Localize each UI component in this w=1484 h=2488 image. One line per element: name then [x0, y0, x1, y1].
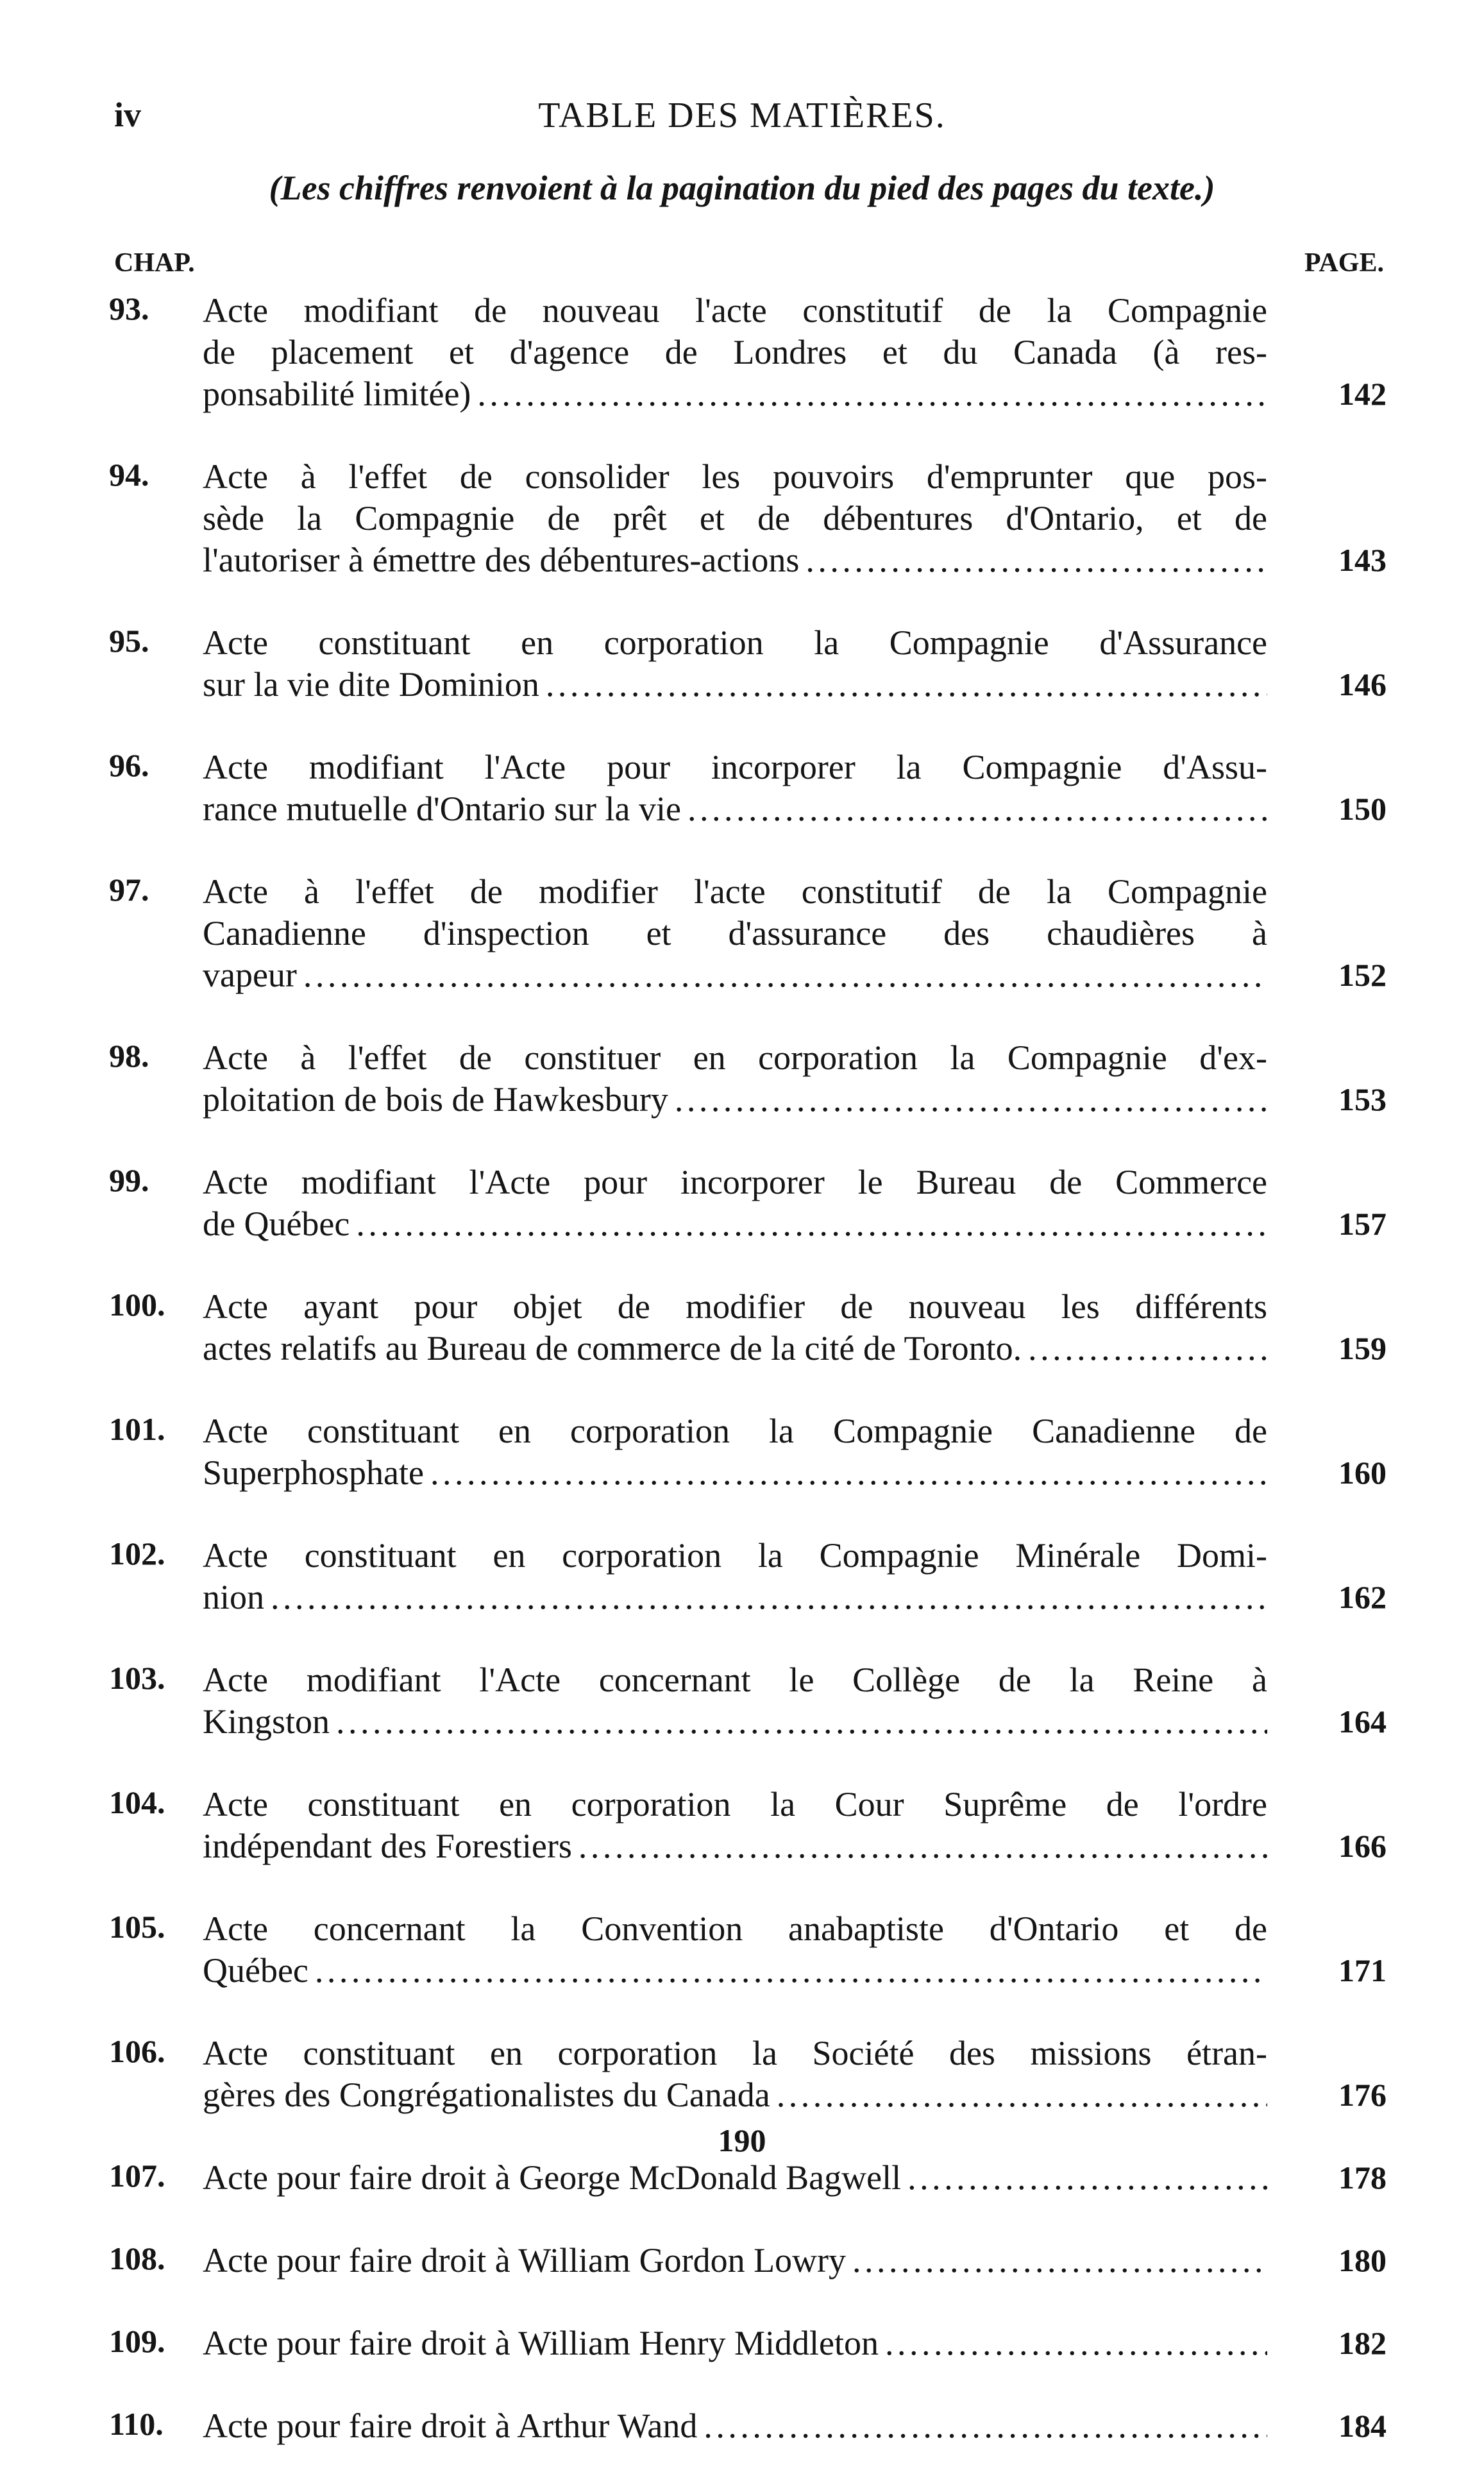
entry-text — [203, 1162, 1267, 1245]
chapter-number: 96. — [109, 747, 149, 783]
entry-line: Superphosphate — [203, 1453, 424, 1492]
entry-line: sur la vie dite Dominion — [203, 665, 539, 704]
toc-entry — [0, 2323, 1484, 2364]
entry-text — [203, 747, 1267, 830]
entry-line: actes relatifs au Bureau de commerce de la cité de Toronto. — [203, 1329, 1022, 1367]
entry-line: Kingston — [203, 1702, 330, 1741]
toc-entry — [0, 2033, 1484, 2116]
dot-leader — [271, 1577, 1267, 1618]
entry-line: ponsabilité limitée) — [203, 375, 471, 413]
dot-leader — [336, 1701, 1267, 1743]
entry-text — [203, 456, 1267, 581]
chapter-number: 104. — [109, 1784, 165, 1820]
entry-text — [203, 1037, 1267, 1121]
entry-text — [203, 2323, 1267, 2364]
page-reference: 143 — [1338, 542, 1387, 578]
chapter-number: 103. — [109, 1660, 165, 1696]
entry-line: Canadienne d'inspection et d'assurance des chaudières à — [203, 914, 1267, 952]
page-reference: 184 — [1338, 2408, 1387, 2444]
page-reference: 164 — [1338, 1704, 1387, 1739]
page-reference: 160 — [1338, 1455, 1387, 1491]
entry-line: vapeur — [203, 956, 297, 994]
dot-leader — [303, 954, 1267, 996]
entry-text — [203, 1659, 1267, 1743]
entry-line: Acte modifiant de nouveau l'acte constitutif de la Compagnie — [203, 291, 1267, 330]
page-title: TABLE DES MATIÈRES. — [538, 96, 946, 135]
entry-line: Acte constituant en corporation la Compagnie d'Assurance — [203, 623, 1267, 662]
dot-leader — [477, 373, 1267, 415]
toc-entry — [0, 1535, 1484, 1618]
toc-entry — [0, 2157, 1484, 2199]
dot-leader — [852, 2240, 1267, 2281]
entry-line: Acte pour faire droit à Arthur Wand — [203, 2407, 698, 2445]
entry-line: Acte pour faire droit à William Gordon Lowry — [203, 2241, 847, 2280]
chapter-number: 102. — [109, 1536, 165, 1571]
entry-text — [203, 2157, 1267, 2199]
toc-entry — [0, 1162, 1484, 1245]
toc-entry — [0, 1410, 1484, 1494]
dot-leader — [907, 2157, 1267, 2199]
entry-line: Acte constituant en corporation la Compagnie Canadienne de — [203, 1412, 1267, 1450]
dot-leader — [675, 1079, 1267, 1121]
chapter-number: 109. — [109, 2323, 165, 2359]
toc-entry — [0, 1784, 1484, 1867]
dot-leader — [1028, 1328, 1267, 1369]
entry-line: Acte constituant en corporation la Société des missions étran- — [203, 2034, 1267, 2072]
entry-text — [203, 2405, 1267, 2447]
toc-entry — [0, 456, 1484, 581]
page-reference: 176 — [1338, 2077, 1387, 2113]
page-reference: 171 — [1338, 1952, 1387, 1988]
entry-line: Acte modifiant l'Acte pour incorporer la Compagnie d'Assu- — [203, 748, 1267, 786]
chapter-number: 108. — [109, 2240, 165, 2276]
toc-entry — [0, 1286, 1484, 1369]
dot-leader — [356, 1203, 1267, 1245]
toc-entry — [0, 747, 1484, 830]
toc-entry — [0, 622, 1484, 706]
entry-text — [203, 2240, 1267, 2281]
page-reference: 180 — [1338, 2242, 1387, 2278]
entry-line: gères des Congrégationalistes du Canada — [203, 2076, 770, 2114]
entry-line: Acte à l'effet de consolider les pouvoirs d'emprunter que pos- — [203, 457, 1267, 496]
entry-line: de placement et d'agence de Londres et du Canada (à res- — [203, 333, 1267, 371]
entry-text — [203, 1908, 1267, 1992]
page-reference: 157 — [1338, 1206, 1387, 1242]
dot-leader — [578, 1825, 1267, 1867]
toc-entry — [0, 2240, 1484, 2281]
entry-text — [203, 2033, 1267, 2116]
entry-text — [203, 871, 1267, 996]
entry-line: Acte pour faire droit à George McDonald Bagwell — [203, 2158, 902, 2197]
chapter-number: 106. — [109, 2033, 165, 2069]
entry-line: Acte modifiant l'Acte pour incorporer le Bureau de Commerce — [203, 1163, 1267, 1201]
dot-leader — [885, 2323, 1267, 2364]
toc-entry — [0, 290, 1484, 415]
entry-line: indépendant des Forestiers — [203, 1827, 572, 1865]
dot-leader — [546, 664, 1267, 706]
page-column-header: PAGE. — [1304, 248, 1384, 278]
entry-line: Acte ayant pour objet de modifier de nouveau les différents — [203, 1287, 1267, 1326]
page-number: iv — [114, 96, 142, 134]
page-reference: 162 — [1338, 1579, 1387, 1615]
page-reference: 150 — [1338, 791, 1387, 827]
dot-leader — [315, 1950, 1267, 1992]
page-reference: 166 — [1338, 1828, 1387, 1864]
chapter-column-header: CHAP. — [114, 248, 195, 278]
entry-line: Acte concernant la Convention anabaptiste d'Ontario et de — [203, 1909, 1267, 1948]
toc-entry — [0, 1659, 1484, 1743]
chapter-number: 95. — [109, 623, 149, 659]
toc-entry — [0, 1037, 1484, 1121]
page-reference: 182 — [1338, 2325, 1387, 2361]
chapter-number: 94. — [109, 457, 149, 493]
dot-leader — [430, 1452, 1267, 1494]
chapter-number: 97. — [109, 872, 149, 908]
toc-entry — [0, 2405, 1484, 2447]
dot-leader — [687, 788, 1267, 830]
entry-line: Acte à l'effet de constituer en corporation la Compagnie d'ex- — [203, 1038, 1267, 1077]
chapter-number: 107. — [109, 2158, 165, 2194]
entry-line: Québec — [203, 1951, 308, 1990]
entry-text — [203, 1784, 1267, 1867]
entry-line: Acte constituant en corporation la Compagnie Minérale Domi- — [203, 1536, 1267, 1575]
chapter-number: 98. — [109, 1038, 149, 1074]
dot-leader — [805, 539, 1267, 581]
folio: 190 — [718, 2122, 766, 2158]
page-reference: 178 — [1338, 2160, 1387, 2196]
toc-entry — [0, 871, 1484, 996]
pagination-note: (Les chiffres renvoient à la pagination du pied des pages du texte.) — [269, 169, 1215, 207]
page-reference: 159 — [1338, 1330, 1387, 1366]
entry-line: nion — [203, 1578, 265, 1616]
entry-line: l'autoriser à émettre des débentures-actions — [203, 541, 800, 579]
entry-line: Acte pour faire droit à William Henry Middleton — [203, 2324, 879, 2362]
entry-line: sède la Compagnie de prêt et de débentures d'Ontario, et de — [203, 499, 1267, 537]
entry-line: Acte constituant en corporation la Cour Suprême de l'ordre — [203, 1785, 1267, 1824]
running-header — [114, 95, 1370, 140]
chapter-number: 105. — [109, 1909, 165, 1945]
entry-line: Acte modifiant l'Acte concernant le Collège de la Reine à — [203, 1661, 1267, 1699]
page-reference: 146 — [1338, 666, 1387, 702]
entry-line: Acte à l'effet de modifier l'acte constitutif de la Compagnie — [203, 872, 1267, 911]
entry-line: ploitation de bois de Hawkesbury — [203, 1080, 668, 1119]
dot-leader — [704, 2405, 1267, 2447]
page-reference: 153 — [1338, 1081, 1387, 1117]
entry-line: rance mutuelle d'Ontario sur la vie — [203, 790, 681, 828]
entry-text — [203, 1410, 1267, 1494]
entry-text — [203, 290, 1267, 415]
chapter-number: 93. — [109, 291, 149, 326]
entry-line: de Québec — [203, 1205, 350, 1243]
chapter-number: 100. — [109, 1287, 165, 1323]
entry-text — [203, 1286, 1267, 1369]
page-reference: 152 — [1338, 957, 1387, 993]
chapter-number: 101. — [109, 1411, 165, 1447]
chapter-number: 110. — [109, 2406, 164, 2442]
entry-text — [203, 1535, 1267, 1618]
page-reference: 142 — [1338, 376, 1387, 412]
chapter-number: 99. — [109, 1162, 149, 1198]
entry-text — [203, 622, 1267, 706]
dot-leader — [777, 2074, 1267, 2116]
toc-entry — [0, 1908, 1484, 1992]
